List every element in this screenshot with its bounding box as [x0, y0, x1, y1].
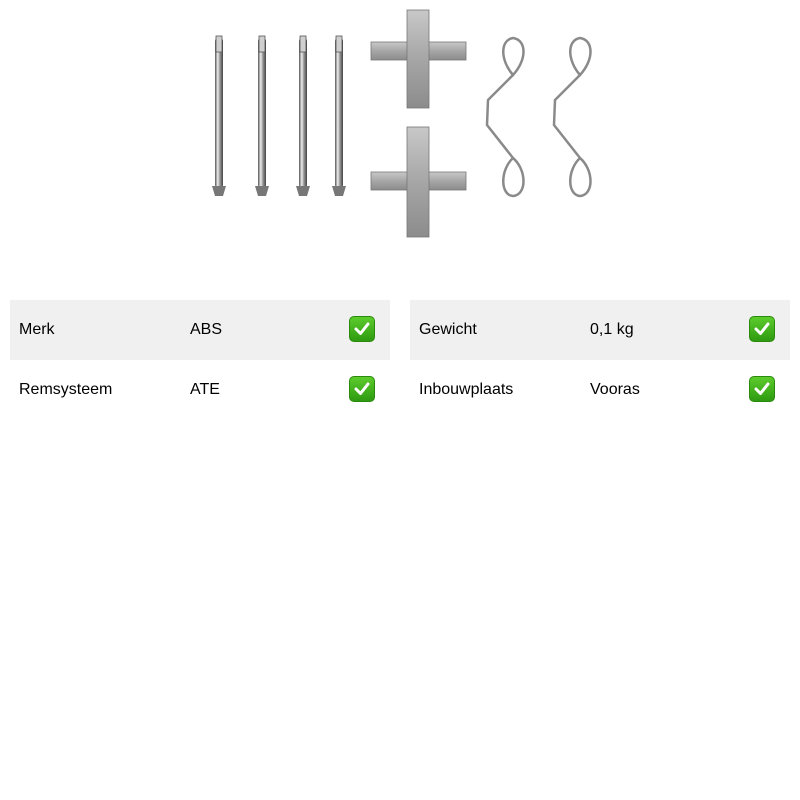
- spec-row-brake-system: [10, 360, 390, 420]
- spec-row-weight: [410, 300, 790, 360]
- spec-value: ATE: [190, 381, 220, 398]
- spec-value: Vooras: [590, 381, 640, 398]
- spec-label: Inbouwplaats: [419, 381, 514, 398]
- spec-label: Merk: [19, 321, 55, 338]
- anti-rattle-plate-bottom: [371, 127, 466, 237]
- anti-rattle-plate-top: [371, 10, 466, 108]
- spec-table-left: [10, 300, 390, 420]
- check-mark-icon: [349, 376, 375, 402]
- spec-label: Gewicht: [419, 321, 477, 338]
- guide-pin-1: [212, 36, 226, 196]
- guide-pin-4: [332, 36, 346, 196]
- spring-clip-1: [487, 38, 524, 196]
- guide-pin-2: [255, 36, 269, 196]
- spec-row-brand: [10, 300, 390, 360]
- spring-clip-2: [554, 38, 591, 196]
- spec-value: 0,1 kg: [590, 321, 634, 338]
- check-mark-icon: [349, 316, 375, 342]
- check-mark-icon: [749, 376, 775, 402]
- spec-row-fitting-position: [410, 360, 790, 420]
- spec-value: ABS: [190, 321, 223, 338]
- check-mark-icon: [749, 316, 775, 342]
- guide-pin-3: [296, 36, 310, 196]
- spec-table-right: [410, 300, 790, 420]
- spec-label: Remsysteem: [19, 381, 113, 398]
- product-image: [195, 0, 615, 245]
